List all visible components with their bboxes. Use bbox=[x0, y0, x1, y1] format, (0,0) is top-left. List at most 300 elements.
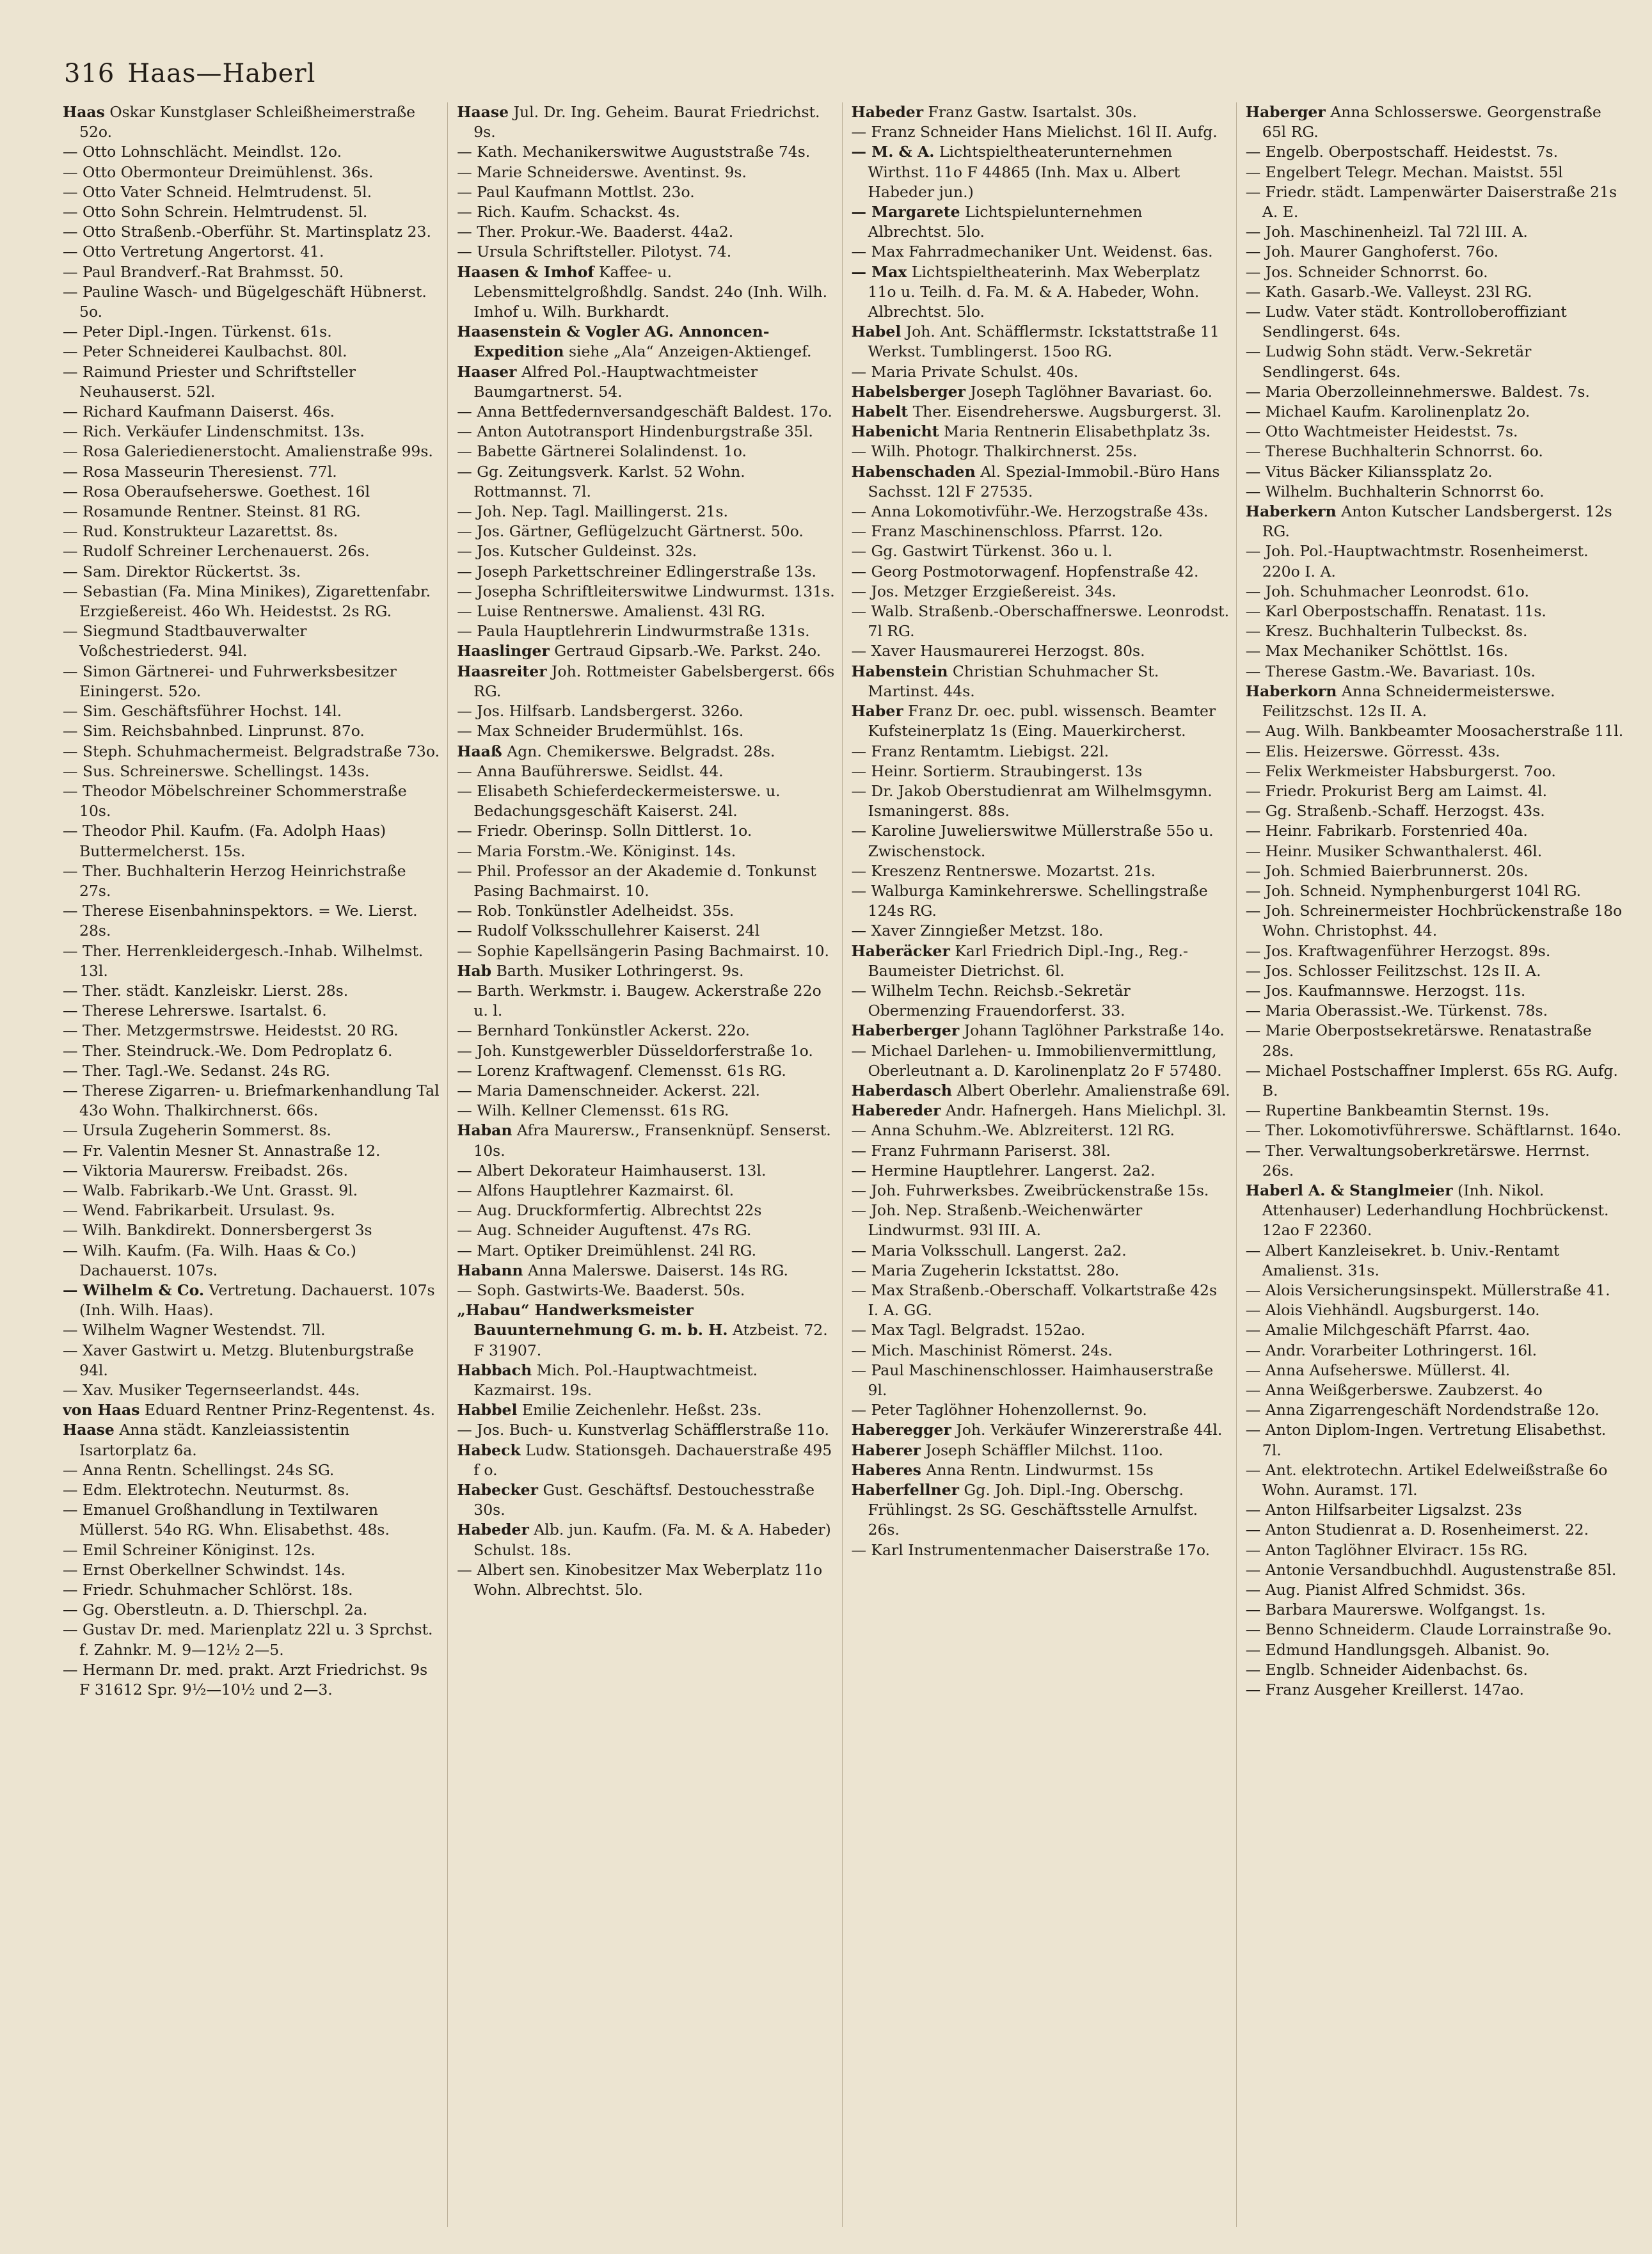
entry-details: — Walb. Fabrikarb.-We Unt. Grasst. 9l. bbox=[63, 1181, 358, 1199]
directory-entry bbox=[457, 1441, 836, 1480]
entry-details: — Karoline Juwelierswitwe Müllerstraße 55o u. Zwischenstock. bbox=[851, 822, 1214, 860]
entry-details: — Richard Kaufmann Daiserst. 46s. bbox=[63, 403, 335, 421]
directory-entry bbox=[852, 541, 1231, 561]
directory-entry bbox=[852, 821, 1231, 861]
directory-entry bbox=[63, 1560, 442, 1580]
directory-entry bbox=[1246, 682, 1625, 721]
entry-details: — Rud. Konstrukteur Lazarettst. 8s. bbox=[63, 522, 338, 541]
directory-entry bbox=[457, 202, 836, 222]
entry-details: — Simon Gärtnerei- und Fuhrwerksbesitzer Einingerst. 52o. bbox=[63, 662, 397, 700]
entry-details: — Aug. Wilh. Bankbeamter Moosacherstraße 11l. bbox=[1245, 722, 1624, 740]
directory-entry bbox=[1246, 961, 1625, 981]
directory-entry bbox=[1246, 821, 1625, 841]
entry-details: — Steph. Schuhmachermeist. Belgradstraße 73o. bbox=[63, 742, 440, 760]
directory-entry bbox=[457, 1101, 836, 1121]
entry-surname: Haberkern bbox=[1245, 502, 1337, 521]
entry-details: Oskar Kunstglaser Schleißheimerstraße 52o. bbox=[79, 103, 416, 141]
directory-entry bbox=[1246, 1580, 1625, 1600]
entry-surname: Haberger bbox=[1245, 103, 1326, 121]
directory-entry bbox=[63, 582, 442, 621]
directory-entry bbox=[457, 1041, 836, 1061]
directory-entry bbox=[1246, 342, 1625, 381]
entry-details: — Jos. Buch- u. Kunstverlag Schäfflerstraße 11o. bbox=[457, 1421, 829, 1439]
entry-details: Joseph Schäffler Milchst. 11oo. bbox=[921, 1441, 1164, 1459]
entry-details: — Xaver Hausmaurerei Herzogst. 80s. bbox=[851, 642, 1145, 660]
directory-entry bbox=[63, 1380, 442, 1400]
directory-entry bbox=[852, 562, 1231, 582]
entry-details: Jul. Dr. Ing. Geheim. Baurat Friedrichst. 9s. bbox=[473, 103, 820, 141]
entry-details: — Wilhelm Techn. Reichsb.-Sekretär Obermenzing Frauendorferst. 33. bbox=[851, 981, 1131, 1020]
entry-details: Anna Rentn. Lindwurmst. 15s bbox=[921, 1460, 1154, 1479]
entry-details: — Paula Hauptlehrerin Lindwurmstraße 131s. bbox=[457, 622, 810, 641]
directory-entry bbox=[457, 362, 836, 402]
entry-details: — Anna Lokomotivführ.-We. Herzogstraße 43s. bbox=[851, 502, 1209, 521]
directory-entry bbox=[457, 1480, 836, 1520]
entry-details: — Wilh. Kaufm. (Fa. Wilh. Haas & Co.) Dachauerst. 107s. bbox=[63, 1241, 356, 1279]
entry-surname: Haberdasch bbox=[851, 1081, 952, 1099]
entry-details: — Amalie Milchgeschäft Pfarrst. 4ao. bbox=[1245, 1321, 1530, 1339]
entry-details: — Gg. Oberstleutn. a. D. Thierschpl. 2a. bbox=[63, 1601, 368, 1619]
directory-entry bbox=[852, 1441, 1231, 1460]
directory-entry bbox=[1246, 222, 1625, 242]
directory-entry bbox=[852, 1241, 1231, 1261]
directory-entry bbox=[852, 1420, 1231, 1440]
entry-details: (Inh. Nikol. Attenhauser) Lederhandlung Hochbrückenst. 12ao F 22360. bbox=[1262, 1181, 1609, 1240]
directory-entry bbox=[1246, 981, 1625, 1001]
entry-details: — Max Straßenb.-Oberschaff. Volkartstraße 42s I. A. GG. bbox=[851, 1281, 1218, 1320]
entry-details: — Franz Maschinenschloss. Pfarrst. 12o. bbox=[851, 522, 1163, 541]
entry-details: — Gg. Straßenb.-Schaff. Herzogst. 43s. bbox=[1245, 802, 1545, 820]
entry-surname: Habereder bbox=[851, 1101, 941, 1120]
directory-entry bbox=[1246, 1021, 1625, 1060]
entry-details: Lichtspieltheaterunternehmen Wirthst. 11o F 44865 (Inh. Max u. Albert Habeder jun.) bbox=[868, 143, 1180, 201]
entry-details: Gg. Joh. Dipl.-Ing. Oberschg. Frühlingst. 2s SG. Geschäftsstelle Arnulfst. 26s. bbox=[868, 1481, 1198, 1539]
entry-details: — Friedr. städt. Lampenwärter Daiserstraße 21s A. E. bbox=[1245, 182, 1617, 221]
entry-details: — Walburga Kaminkehrerswe. Schellingstraße 124s RG. bbox=[851, 881, 1208, 920]
directory-entry bbox=[1246, 1141, 1625, 1181]
directory-entry bbox=[1246, 142, 1625, 162]
column-1 bbox=[63, 102, 448, 2227]
entry-details: — Maria Zugeherin Ickstattst. 28o. bbox=[851, 1261, 1120, 1279]
directory-entry bbox=[63, 1081, 442, 1121]
directory-entry bbox=[1246, 1680, 1625, 1700]
directory-entry bbox=[63, 142, 442, 162]
entry-details: — Rudolf Volksschullehrer Kaiserst. 24l bbox=[457, 922, 760, 940]
directory-entry bbox=[852, 1121, 1231, 1140]
entry-details: — Jos. Kaufmannswe. Herzogst. 11s. bbox=[1245, 981, 1526, 1000]
directory-entry bbox=[457, 861, 836, 901]
entry-details: — Lorenz Kraftwagenf. Clemensst. 61s RG. bbox=[457, 1061, 786, 1080]
entry-details: — Ther. Prokur.-We. Baaderst. 44a2. bbox=[457, 223, 734, 241]
entry-details: — Kath. Gasarb.-We. Valleyst. 23l RG. bbox=[1245, 282, 1532, 301]
entry-surname: — Wilhelm & Co. bbox=[63, 1281, 205, 1299]
directory-entry bbox=[63, 362, 442, 402]
entry-details: Franz Gastw. Isartalst. 30s. bbox=[923, 103, 1138, 121]
directory-entry bbox=[457, 402, 836, 422]
directory-entry bbox=[852, 1261, 1231, 1281]
directory-entry bbox=[457, 163, 836, 182]
directory-entry bbox=[1246, 1001, 1625, 1021]
directory-entry bbox=[852, 142, 1231, 202]
entry-details: — Kath. Mechanikerswitwe Auguststraße 74s. bbox=[457, 143, 811, 161]
entry-details: — Edmund Handlungsgeh. Albanist. 9o. bbox=[1245, 1640, 1550, 1659]
directory-entry bbox=[457, 222, 836, 242]
entry-details: Al. Spezial-Immobil.-Büro Hans Sachsst. 12l F 27535. bbox=[868, 462, 1220, 500]
entry-surname: Hab bbox=[457, 961, 492, 980]
entry-details: — Wilh. Photogr. Thalkirchnerst. 25s. bbox=[851, 442, 1138, 461]
entry-details: — Anna Bauführerswe. Seidlst. 44. bbox=[457, 762, 724, 780]
entry-details: — Phil. Professor an der Akademie d. Tonkunst Pasing Bachmairst. 10. bbox=[457, 861, 816, 900]
directory-entry bbox=[852, 362, 1231, 382]
entry-details: Anna Schlosserswe. Georgenstraße 65l RG. bbox=[1262, 103, 1601, 141]
entry-details: Atzbeist. 72. F 31907. bbox=[473, 1321, 828, 1359]
entry-details: — Aug. Schneider Auguftenst. 47s RG. bbox=[457, 1221, 752, 1240]
directory-entry bbox=[63, 901, 442, 941]
entry-details: — Ther. Lokomotivführerswe. Schäftlarnst. 164o. bbox=[1245, 1121, 1622, 1140]
directory-entry bbox=[63, 1500, 442, 1540]
entry-surname: Haase bbox=[457, 103, 509, 121]
directory-entry bbox=[63, 1580, 442, 1600]
entry-details: — Friedr. Prokurist Berg am Laimst. 4l. bbox=[1245, 781, 1548, 800]
entry-surname: Haber bbox=[851, 702, 903, 721]
directory-entry bbox=[63, 1540, 442, 1560]
entry-surname: Haberer bbox=[851, 1441, 921, 1459]
entry-details: — Jos. Kutscher Guldeinst. 32s. bbox=[457, 542, 697, 561]
directory-entry bbox=[852, 202, 1231, 242]
entry-details: — Max Tagl. Belgradst. 152ao. bbox=[851, 1321, 1086, 1339]
directory-entry bbox=[457, 262, 836, 323]
directory-entry bbox=[63, 1600, 442, 1620]
entry-details: — Walb. Straßenb.-Oberschaffnerswe. Leonrodst. 7l RG. bbox=[851, 602, 1230, 641]
directory-entry bbox=[457, 1261, 836, 1281]
entry-surname: von Haas bbox=[63, 1401, 140, 1419]
entry-details: — Maria Private Schulst. 40s. bbox=[851, 362, 1079, 381]
entry-details: — Felix Werkmeister Habsburgerst. 7oo. bbox=[1245, 762, 1556, 780]
entry-details: — Wend. Fabrikarbeit. Ursulast. 9s. bbox=[63, 1201, 335, 1220]
directory-entry bbox=[457, 762, 836, 781]
directory-entry bbox=[63, 781, 442, 821]
entry-details: — Hermine Hauptlehrer. Langerst. 2a2. bbox=[851, 1161, 1156, 1179]
directory-entry bbox=[63, 1061, 442, 1081]
entry-details: Lichtspielunternehmen Albrechtst. 5lo. bbox=[868, 203, 1143, 241]
directory-entry bbox=[1246, 781, 1625, 801]
entry-details: — Rosa Masseurin Theresienst. 77l. bbox=[63, 462, 337, 481]
entry-details: — Josepha Schriftleiterswitwe Lindwurmst. 131s. bbox=[457, 582, 835, 600]
entry-details: Anna Malerswe. Daiserst. 14s RG. bbox=[523, 1261, 789, 1279]
directory-entry bbox=[457, 1081, 836, 1101]
directory-entry bbox=[457, 502, 836, 522]
directory-entry bbox=[1246, 1420, 1625, 1460]
directory-entry bbox=[852, 1540, 1231, 1560]
directory-entry bbox=[1246, 861, 1625, 881]
entry-details: — Sophie Kapellsängerin Pasing Bachmairst. 10. bbox=[457, 941, 830, 960]
entry-surname: Habbel bbox=[457, 1401, 518, 1419]
entry-details: — Peter Taglöhner Hohenzollernst. 9o. bbox=[851, 1401, 1147, 1419]
directory-entry bbox=[852, 1101, 1231, 1121]
entry-details: Andr. Hafnergeh. Hans Mielichpl. 3l. bbox=[941, 1101, 1227, 1120]
entry-details: — Luise Rentnerswe. Amalienst. 43l RG. bbox=[457, 602, 766, 621]
directory-entry bbox=[852, 242, 1231, 262]
entry-details: — Pauline Wasch- und Bügelgeschäft Hübnerst. 5o. bbox=[63, 282, 427, 321]
entry-details: — Wilh. Kellner Clemensst. 61s RG. bbox=[457, 1101, 729, 1120]
directory-entry bbox=[63, 1021, 442, 1041]
entry-details: — Ther. Herrenkleidergesch.-Inhab. Wilhelmst. 13l. bbox=[63, 941, 424, 980]
directory-entry bbox=[1246, 502, 1625, 541]
entry-details: — Emil Schreiner Königinst. 12s. bbox=[63, 1540, 316, 1559]
directory-entry bbox=[852, 1021, 1231, 1041]
entry-surname: Haasenstein & Vogler AG. Annoncen-Expedition bbox=[457, 323, 770, 361]
directory-entry bbox=[457, 562, 836, 582]
entry-details: — Joh. Fuhrwerksbes. Zweibrückenstraße 15s. bbox=[851, 1181, 1209, 1199]
entry-details: — Joh. Pol.-Hauptwachtmstr. Rosenheimerst. 220o I. A. bbox=[1245, 542, 1589, 580]
entry-details: — Franz Fuhrmann Pariserst. 38l. bbox=[851, 1141, 1111, 1160]
entry-surname: Habeder bbox=[851, 103, 924, 121]
entry-details: Maria Rentnerin Elisabethplatz 3s. bbox=[939, 422, 1211, 441]
entry-surname: Habelt bbox=[851, 403, 909, 421]
directory-entry bbox=[457, 602, 836, 621]
directory-entry bbox=[852, 1081, 1231, 1101]
entry-details: — Rupertine Bankbeamtin Sternst. 19s. bbox=[1245, 1101, 1550, 1120]
entry-details: — Dr. Jakob Oberstudienrat am Wilhelmsgymn. Ismaningerst. 88s. bbox=[851, 781, 1212, 820]
directory-entry bbox=[63, 541, 442, 561]
directory-entry bbox=[63, 422, 442, 442]
entry-details: — Therese Eisenbahninspektors. = We. Lierst. 28s. bbox=[63, 902, 418, 940]
directory-entry bbox=[457, 1201, 836, 1220]
directory-entry bbox=[1246, 1640, 1625, 1660]
directory-entry bbox=[1246, 901, 1625, 941]
entry-surname: Habecker bbox=[457, 1481, 538, 1499]
entry-details: Christian Schuhmacher St. Martinst. 44s. bbox=[868, 662, 1159, 700]
entry-details: — Maria Damenschneider. Ackerst. 22l. bbox=[457, 1081, 761, 1099]
entry-details: — Sebastian (Fa. Mina Minikes), Zigarettenfabr. Erzgießereist. 46o Wh. Heidestst. 2s RG. bbox=[63, 582, 431, 621]
entry-details: — Ther. Metzgermstrswe. Heidestst. 20 RG. bbox=[63, 1021, 399, 1040]
directory-entry bbox=[63, 1181, 442, 1201]
entry-surname: Habann bbox=[457, 1261, 523, 1279]
entry-details: — Joh. Schmied Baierbrunnerst. 20s. bbox=[1245, 861, 1529, 880]
directory-entry bbox=[1246, 302, 1625, 342]
entry-details: — Joh. Nep. Tagl. Maillingerst. 21s. bbox=[457, 502, 729, 521]
entry-details: — Aug. Druckformfertig. Albrechtst 22s bbox=[457, 1201, 762, 1220]
entry-details: — Anna Zigarrengeschäft Nordendstraße 12o. bbox=[1245, 1401, 1600, 1419]
directory-entry bbox=[1246, 1341, 1625, 1361]
directory-entry bbox=[457, 322, 836, 362]
directory-entry bbox=[1246, 262, 1625, 282]
directory-entry bbox=[852, 1181, 1231, 1201]
entry-details: — Max Mechaniker Schöttlst. 16s. bbox=[1245, 642, 1509, 660]
entry-details: Emilie Zeichenlehr. Heßst. 23s. bbox=[517, 1401, 762, 1419]
directory-entry bbox=[63, 1400, 442, 1420]
directory-entry bbox=[852, 1281, 1231, 1320]
entry-details: — Xav. Musiker Tegernseerlandst. 44s. bbox=[63, 1381, 360, 1399]
entry-details: — Marie Oberpostsekretärswe. Renatastraße 28s. bbox=[1245, 1021, 1592, 1060]
directory-entry bbox=[1246, 541, 1625, 581]
entry-details: — Jos. Kraftwagenführer Herzogst. 89s. bbox=[1245, 941, 1551, 960]
entry-details: — Peter Schneiderei Kaulbachst. 80l. bbox=[63, 342, 347, 361]
entry-details: — Paul Maschinenschlosser. Haimhauserstraße 9l. bbox=[851, 1361, 1214, 1399]
entry-details: — Sim. Reichsbahnbed. Linprunst. 87o. bbox=[63, 722, 365, 740]
directory-entry bbox=[1246, 1520, 1625, 1540]
directory-entry bbox=[1246, 1600, 1625, 1620]
entry-details: Lichtspieltheaterinh. Max Weberplatz 11o u. Teilh. d. Fa. M. & A. Habeder, Wohn. Albrechtst. 5lo. bbox=[868, 262, 1200, 321]
entry-details: Ludw. Stationsgeh. Dachauerstraße 495 f o. bbox=[473, 1441, 832, 1479]
entry-surname: Haberäcker bbox=[851, 941, 950, 960]
entry-details: — Sim. Geschäftsführer Hochst. 14l. bbox=[63, 702, 342, 721]
entry-details: Gust. Geschäftsf. Destouchesstraße 30s. bbox=[473, 1481, 815, 1519]
entry-details: — Ursula Schriftsteller. Pilotyst. 74. bbox=[457, 243, 732, 261]
entry-details: — Ther. städt. Kanzleiskr. Lierst. 28s. bbox=[63, 981, 349, 1000]
entry-details: — Sus. Schreinerswe. Schellingst. 143s. bbox=[63, 762, 370, 780]
directory-entry bbox=[1246, 182, 1625, 222]
directory-entry bbox=[852, 981, 1231, 1021]
entry-surname: Haberl A. & Stanglmeier bbox=[1245, 1181, 1453, 1199]
entry-details: Anton Kutscher Landsbergerst. 12s RG. bbox=[1262, 502, 1612, 541]
directory-entry bbox=[1246, 382, 1625, 402]
entry-surname: Habenschaden bbox=[851, 462, 976, 481]
directory-entry bbox=[457, 1361, 836, 1400]
directory-entry bbox=[63, 1480, 442, 1500]
directory-entry bbox=[63, 462, 442, 482]
entry-details: — Alois Versicherungsinspekt. Müllerstraße 41. bbox=[1245, 1281, 1610, 1299]
entry-details: Joseph Taglöhner Bavariast. 6o. bbox=[965, 382, 1213, 401]
directory-entry bbox=[63, 721, 442, 741]
directory-entry bbox=[63, 1660, 442, 1700]
entry-details: — Otto Sohn Schrein. Helmtrudenst. 5l. bbox=[63, 203, 368, 221]
entry-details: Anna städt. Kanzleiassistentin Isartorplatz 6a. bbox=[79, 1421, 350, 1459]
directory-entry bbox=[63, 102, 442, 142]
directory-entry bbox=[852, 861, 1231, 881]
directory-entry bbox=[852, 941, 1231, 981]
directory-entry bbox=[457, 721, 836, 741]
entry-details: — Barbara Maurerswe. Wolfgangst. 1s. bbox=[1245, 1601, 1546, 1619]
directory-entry bbox=[457, 582, 836, 602]
directory-entry bbox=[457, 442, 836, 461]
directory-entry bbox=[1246, 482, 1625, 502]
entry-details: — Elis. Heizerswe. Görresst. 43s. bbox=[1245, 742, 1500, 760]
directory-entry bbox=[852, 422, 1231, 442]
directory-entry bbox=[852, 1400, 1231, 1420]
entry-details: — Ant. elektrotechn. Artikel Edelweißstraße 6o Wohn. Auramst. 17l. bbox=[1245, 1460, 1608, 1499]
entry-details: — Rich. Kaufm. Schackst. 4s. bbox=[457, 203, 681, 221]
directory-entry bbox=[457, 901, 836, 921]
page-number: 316 bbox=[64, 59, 115, 88]
entry-surname: Haberkorn bbox=[1245, 682, 1337, 700]
entry-details: Eduard Rentner Prinz-Regentenst. 4s. bbox=[139, 1401, 436, 1419]
directory-entry bbox=[852, 102, 1231, 122]
directory-entry bbox=[852, 402, 1231, 422]
directory-entry bbox=[63, 701, 442, 721]
directory-entry bbox=[457, 941, 836, 961]
directory-entry bbox=[1246, 1300, 1625, 1320]
entry-details: — Ther. Steindruck.-We. Dom Pedroplatz 6. bbox=[63, 1041, 393, 1060]
directory-entry bbox=[63, 1420, 442, 1460]
entry-details: — Jos. Hilfsarb. Landsbergerst. 326o. bbox=[457, 702, 744, 721]
entry-details: — Kresz. Buchhalterin Tulbeckst. 8s. bbox=[1245, 622, 1528, 641]
directory-entry bbox=[457, 182, 836, 202]
directory-entry bbox=[1246, 422, 1625, 442]
entry-details: Albert Oberlehr. Amalienstraße 69l. bbox=[951, 1081, 1230, 1099]
entry-details: — Elisabeth Schieferdeckermeisterswe. u. Bedachungsgeschäft Kaiserst. 24l. bbox=[457, 781, 781, 820]
entry-details: — Anton Studienrat a. D. Rosenheimerst. 22. bbox=[1245, 1521, 1589, 1539]
directory-entry bbox=[852, 462, 1231, 502]
entry-surname: Haasreiter bbox=[457, 662, 547, 680]
directory-entry bbox=[852, 641, 1231, 661]
directory-entry bbox=[457, 1220, 836, 1240]
directory-entry bbox=[1246, 1361, 1625, 1380]
directory-entry bbox=[1246, 282, 1625, 302]
entry-details: — Jos. Schneider Schnorrst. 6o. bbox=[1245, 262, 1488, 281]
directory-entry bbox=[457, 102, 836, 142]
entry-details: — Therese Zigarren- u. Briefmarkenhandlung Tal 43o Wohn. Thalkirchnerst. 66s. bbox=[63, 1081, 440, 1120]
entry-details: — Edm. Elektrotechn. Neuturmst. 8s. bbox=[63, 1481, 350, 1499]
entry-surname: — Max bbox=[851, 262, 907, 281]
entry-details: — Jos. Metzger Erzgießereist. 34s. bbox=[851, 582, 1116, 600]
entry-details: — Xaver Zinngießer Metzst. 18o. bbox=[851, 922, 1104, 940]
entry-details: — Ludwig Sohn städt. Verw.-Sekretär Sendlingerst. 64s. bbox=[1245, 342, 1532, 381]
directory-entry bbox=[63, 1001, 442, 1021]
directory-entry bbox=[1246, 1400, 1625, 1420]
entry-details: — Wilhelm Wagner Westendst. 7ll. bbox=[63, 1321, 326, 1339]
directory-entry bbox=[852, 1480, 1231, 1540]
directory-entry bbox=[63, 981, 442, 1001]
column-2 bbox=[457, 102, 842, 2227]
directory-entry bbox=[457, 142, 836, 162]
directory-entry bbox=[63, 342, 442, 362]
entry-details: — Engelb. Oberpostschaff. Heidestst. 7s. bbox=[1245, 143, 1559, 161]
directory-entry bbox=[63, 821, 442, 861]
directory-entry bbox=[1246, 1560, 1625, 1580]
directory-entry bbox=[1246, 742, 1625, 762]
directory-entry bbox=[1246, 621, 1625, 641]
entry-details: Kaffee- u. Lebensmittelgroßhdlg. Sandst. 24o (Inh. Wilh. Imhof u. Wilh. Burkhardt. bbox=[473, 262, 828, 321]
entry-details: — Ursula Zugeherin Sommerst. 8s. bbox=[63, 1121, 331, 1140]
directory-entry bbox=[457, 1420, 836, 1440]
directory-entry bbox=[457, 1300, 836, 1361]
entry-details: — Engelbert Telegr. Mechan. Maistst. 55l bbox=[1245, 163, 1563, 181]
directory-entry bbox=[1246, 1101, 1625, 1121]
directory-entry bbox=[457, 1400, 836, 1420]
directory-entry bbox=[852, 1341, 1231, 1361]
entry-details: — Joh. Schneid. Nymphenburgerst 104l RG. bbox=[1245, 881, 1582, 900]
directory-entry bbox=[1246, 163, 1625, 182]
directory-entry bbox=[1246, 602, 1625, 621]
entry-details: — Rosamunde Rentner. Steinst. 81 RG. bbox=[63, 502, 361, 521]
directory-entry bbox=[852, 1460, 1231, 1480]
entry-details: — Franz Rentamtm. Liebigst. 22l. bbox=[851, 742, 1109, 760]
entry-surname: Habeck bbox=[457, 1441, 521, 1459]
entry-surname: Haberfellner bbox=[851, 1481, 960, 1499]
entry-details: Alfred Pol.-Hauptwachtmeister Baumgartnerst. 54. bbox=[473, 362, 758, 401]
directory-entry bbox=[63, 182, 442, 202]
entry-details: — Georg Postmotorwagenf. Hopfenstraße 42. bbox=[851, 562, 1199, 580]
entry-details: — Anton Diplom-Ingen. Vertretung Elisabethst. 7l. bbox=[1245, 1421, 1607, 1459]
directory-entry bbox=[457, 1241, 836, 1261]
directory-entry bbox=[63, 662, 442, 701]
entry-details: — Marie Schneiderswe. Aventinst. 9s. bbox=[457, 163, 747, 181]
entry-details: — Gg. Zeitungsverk. Karlst. 52 Wohn. Rottmannst. 7l. bbox=[457, 462, 745, 500]
entry-details: Joh. Rottmeister Gabelsbergerst. 66s RG. bbox=[473, 662, 835, 700]
entry-details: Gertraud Gipsarb.-We. Parkst. 24o. bbox=[549, 642, 822, 660]
entry-details: — Ther. Verwaltungsoberkretärswe. Herrnst. 26s. bbox=[1245, 1141, 1590, 1179]
entry-details: — Albert sen. Kinobesitzer Max Weberplatz 11o Wohn. Albrechtst. 5lo. bbox=[457, 1560, 823, 1599]
entry-surname: Haas bbox=[63, 103, 105, 121]
entry-details: — Theodor Phil. Kaufm. (Fa. Adolph Haas) Buttermelcherst. 15s. bbox=[63, 822, 386, 860]
entry-surname: — M. & A. bbox=[851, 143, 935, 161]
entry-details: — Kreszenz Rentnerswe. Mozartst. 21s. bbox=[851, 861, 1156, 880]
entry-details: — Otto Wachtmeister Heidestst. 7s. bbox=[1245, 422, 1518, 441]
directory-entry bbox=[852, 701, 1231, 741]
entry-surname: Habeder bbox=[457, 1521, 529, 1539]
entry-details: — Maria Volksschull. Langerst. 2a2. bbox=[851, 1241, 1127, 1259]
